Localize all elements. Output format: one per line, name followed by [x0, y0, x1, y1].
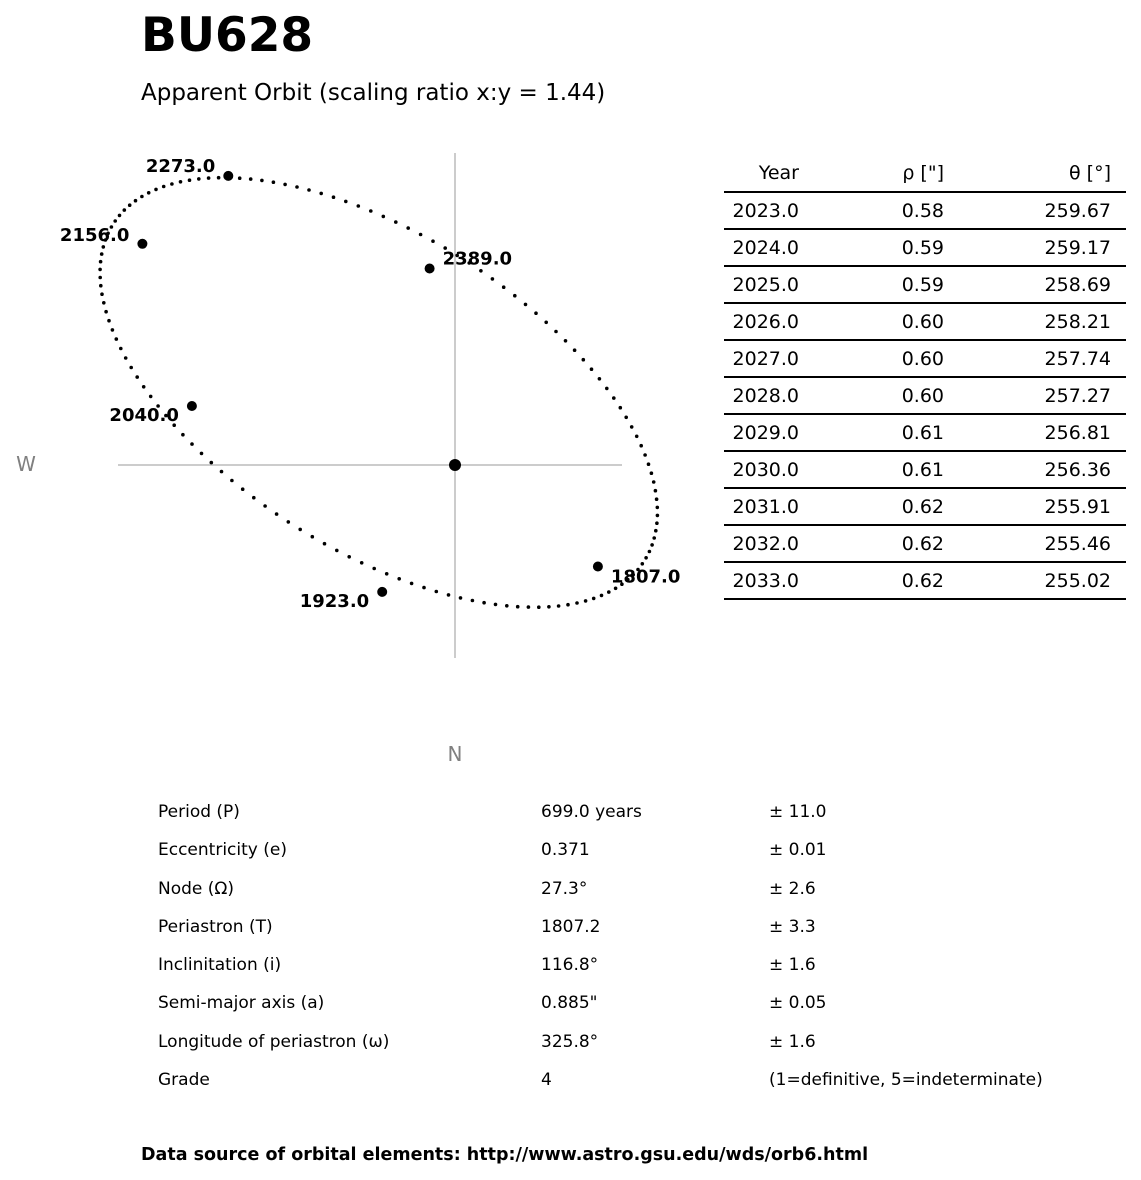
orbit-dot [149, 395, 153, 399]
cell-rho: 0.62 [814, 525, 959, 562]
orbit-dot [600, 594, 604, 598]
orbit-dot [544, 321, 548, 325]
orbit-dot [123, 208, 127, 212]
orbit-dot [650, 471, 654, 475]
orbit-dot [344, 200, 348, 204]
orbit-dot [263, 504, 267, 508]
epoch-marker [187, 401, 197, 411]
orbit-dot [647, 462, 651, 466]
orbit-dot [99, 260, 103, 264]
epoch-label: 2156.0 [59, 224, 130, 246]
cell-year: 2028.0 [724, 377, 814, 414]
orbit-dot [275, 512, 279, 516]
cell-rho: 0.62 [814, 488, 959, 525]
cell-theta: 256.81 [959, 414, 1126, 451]
cell-theta: 257.74 [959, 340, 1126, 377]
orbit-dot [332, 195, 336, 199]
orbit-dot [650, 543, 654, 547]
orbit-dot [494, 603, 498, 607]
orbit-dot [369, 209, 373, 213]
element-name: Periastron (T) [158, 916, 273, 937]
orbit-dot [181, 433, 185, 437]
orbit-dot [98, 268, 102, 272]
compass-west: W [16, 452, 36, 476]
orbit-dot [115, 337, 119, 341]
orbit-dot [557, 604, 561, 608]
orbit-dot [230, 479, 234, 483]
element-name: Inclinitation (i) [158, 955, 282, 976]
orbit-dot [656, 506, 660, 510]
element-row [158, 832, 1118, 870]
table-row [724, 303, 1126, 340]
element-error: ± 0.05 [769, 993, 827, 1014]
cell-rho: 0.60 [814, 340, 959, 377]
orbit-dot [154, 188, 158, 192]
epoch-marker [425, 264, 435, 274]
orbit-dot [422, 586, 426, 590]
orbit-dot [128, 203, 132, 207]
table-row [724, 488, 1126, 525]
table-row [724, 192, 1126, 229]
cell-theta: 257.27 [959, 377, 1126, 414]
orbit-dot [98, 276, 102, 280]
orbit-dot [482, 601, 486, 605]
orbit-dot [220, 470, 224, 474]
cell-theta: 255.46 [959, 525, 1126, 562]
orbit-dot [179, 180, 183, 184]
orbit-dot [372, 567, 376, 571]
orbit-dot [612, 396, 616, 400]
cell-rho: 0.59 [814, 266, 959, 303]
orbit-dot [598, 377, 602, 381]
cell-rho: 0.61 [814, 414, 959, 451]
orbit-dot [654, 489, 658, 493]
orbit-dot [102, 301, 106, 305]
epoch-label: 2389.0 [442, 248, 513, 270]
orbit-dot [635, 435, 639, 439]
orbit-dot [357, 204, 361, 208]
orbit-dot [471, 599, 475, 603]
orbit-dot [307, 188, 311, 192]
orbit-dot [100, 292, 104, 296]
orbit-dot [397, 577, 401, 581]
orbit-path [98, 176, 659, 609]
orbit-dot [252, 496, 256, 500]
orbit-dot [188, 178, 192, 182]
element-error: ± 3.3 [769, 916, 816, 937]
orbit-dot [619, 406, 623, 410]
epoch-marker [377, 587, 387, 597]
chart-subtitle: Apparent Orbit (scaling ratio x:y = 1.44) [141, 80, 606, 106]
element-value: 0.885" [541, 993, 598, 1014]
orbit-dot [335, 549, 339, 553]
orbit-dot [547, 605, 551, 609]
orbit-dot [298, 528, 302, 532]
epoch-marker [137, 239, 147, 249]
table-row [724, 340, 1126, 377]
orbit-dot [575, 601, 579, 605]
epoch-marker [223, 171, 233, 181]
orbit-dot [100, 252, 104, 256]
cell-year: 2031.0 [724, 488, 814, 525]
orbit-dot [360, 561, 364, 565]
orbit-dot [447, 593, 451, 597]
orbit-dot [534, 311, 538, 315]
orbit-dot [502, 285, 506, 289]
table-row [724, 266, 1126, 303]
cell-rho: 0.60 [814, 377, 959, 414]
header-year: Year [724, 155, 814, 192]
orbit-dot [241, 487, 245, 491]
orbit-dot [655, 497, 659, 501]
orbit-dot [111, 328, 115, 332]
cell-theta: 258.69 [959, 266, 1126, 303]
orbit-dot [142, 385, 146, 389]
orbit-dot [643, 453, 647, 457]
orbit-dot [135, 375, 139, 379]
element-error: ± 2.6 [769, 878, 816, 899]
orbit-dot [459, 596, 463, 600]
cell-year: 2023.0 [724, 192, 814, 229]
orbit-dot [573, 348, 577, 352]
orbit-epoch-points [60, 156, 680, 612]
orbit-dot [134, 199, 138, 203]
epoch-label: 2273.0 [145, 155, 216, 177]
element-value: 27.3° [541, 878, 588, 899]
element-row [158, 947, 1118, 985]
cell-year: 2033.0 [724, 562, 814, 599]
orbit-dot [513, 294, 517, 298]
element-row [158, 985, 1118, 1023]
orbit-dot [260, 179, 264, 183]
cell-rho: 0.58 [814, 192, 959, 229]
orbit-dot [605, 387, 609, 391]
element-value: 699.0 years [541, 802, 642, 822]
orbit-dot [491, 277, 495, 281]
cell-rho: 0.59 [814, 229, 959, 266]
orbit-plot [0, 140, 700, 780]
orbit-dot [590, 367, 594, 371]
cell-year: 2025.0 [724, 266, 814, 303]
orbit-dot [479, 269, 483, 273]
orbit-dot [566, 603, 570, 607]
cell-theta: 259.17 [959, 229, 1126, 266]
orbit-dot [347, 555, 351, 559]
orbit-dot [406, 226, 410, 230]
table-row [724, 562, 1126, 599]
orbit-dot [200, 452, 204, 456]
orbit-dot [431, 239, 435, 243]
orbit-dot [419, 233, 423, 237]
orbit-dot [394, 220, 398, 224]
cell-year: 2024.0 [724, 229, 814, 266]
orbital-elements [158, 794, 1118, 1100]
orbit-dot [527, 605, 531, 609]
orbit-dot [249, 177, 253, 181]
orbit-dot [238, 176, 242, 180]
table-row [724, 525, 1126, 562]
header-rho: ρ ["] [814, 155, 959, 192]
orbit-dot [630, 425, 634, 429]
orbit-dot [295, 185, 299, 189]
cell-theta: 255.02 [959, 562, 1126, 599]
epoch-label: 2040.0 [109, 405, 179, 426]
element-row [158, 871, 1118, 909]
orbit-dot [435, 590, 439, 594]
orbit-dot [524, 303, 528, 307]
cell-rho: 0.62 [814, 562, 959, 599]
orbit-dot [641, 562, 645, 566]
orbit-dot [639, 444, 643, 448]
element-name: Semi-major axis (a) [158, 993, 325, 1014]
element-name: Longitude of periastron (ω) [158, 1031, 390, 1052]
epoch-label: 1807.0 [610, 566, 681, 588]
compass-north: N [447, 742, 463, 766]
element-error: ± 1.6 [769, 955, 816, 976]
cell-theta: 259.67 [959, 192, 1126, 229]
orbit-dot [564, 339, 568, 343]
orbit-dot [323, 542, 327, 546]
element-value: 0.371 [541, 840, 590, 861]
element-error: (1=definitive, 5=indeterminate) [769, 1070, 1043, 1091]
orbit-dot [311, 535, 315, 539]
table-row [724, 377, 1126, 414]
orbit-dot [190, 442, 194, 446]
orbit-dot [554, 330, 558, 334]
orbit-dot [644, 556, 648, 560]
cell-year: 2027.0 [724, 340, 814, 377]
orbit-dot [140, 195, 144, 199]
cell-theta: 255.91 [959, 488, 1126, 525]
ephemeris-table [724, 155, 1126, 600]
element-name: Grade [158, 1070, 210, 1091]
orbit-dot [592, 597, 596, 601]
element-value: 4 [541, 1070, 552, 1091]
cell-theta: 258.21 [959, 303, 1126, 340]
orbit-dot [124, 356, 128, 360]
table-row [724, 414, 1126, 451]
orbit-dot [382, 215, 386, 219]
cell-year: 2030.0 [724, 451, 814, 488]
orbit-dot [283, 183, 287, 187]
orbit-dot [113, 219, 117, 223]
orbit-dot [652, 480, 656, 484]
orbit-dot [287, 520, 291, 524]
table-row [724, 229, 1126, 266]
cell-year: 2029.0 [724, 414, 814, 451]
element-row [158, 909, 1118, 947]
page-title: BU628 [141, 8, 314, 63]
orbit-dot [385, 572, 389, 576]
orbit-dot [272, 180, 276, 184]
element-row [158, 1062, 1118, 1100]
cell-year: 2032.0 [724, 525, 814, 562]
orbit-dot [99, 284, 103, 288]
orbit-dot [217, 176, 221, 180]
orbit-dot [516, 605, 520, 609]
cell-theta: 256.36 [959, 451, 1126, 488]
cell-rho: 0.61 [814, 451, 959, 488]
primary-star-marker [449, 459, 461, 471]
epoch-marker [593, 562, 603, 572]
orbit-dot [607, 590, 611, 594]
table-row [724, 451, 1126, 488]
orbit-dot [162, 185, 166, 189]
element-value: 1807.2 [541, 916, 601, 937]
orbit-dot [584, 599, 588, 603]
epoch-label: 1923.0 [299, 590, 370, 612]
orbit-dot [624, 416, 628, 420]
orbit-dot [410, 582, 414, 586]
element-name: Eccentricity (e) [158, 840, 287, 861]
orbit-dot [319, 192, 323, 196]
element-name: Node (Ω) [158, 878, 235, 899]
orbit-dot [537, 605, 541, 609]
element-error: ± 1.6 [769, 1031, 816, 1052]
cell-rho: 0.60 [814, 303, 959, 340]
element-error: ± 11.0 [769, 802, 827, 822]
element-row [158, 1024, 1118, 1062]
orbit-dot [656, 514, 660, 518]
orbit-dot [119, 347, 123, 351]
orbit-dot [104, 310, 108, 314]
orbit-dot [197, 177, 201, 181]
orbit-dot [210, 461, 214, 465]
element-error: ± 0.01 [769, 840, 827, 861]
element-value: 325.8° [541, 1031, 599, 1052]
cell-year: 2026.0 [724, 303, 814, 340]
orbit-dot [648, 550, 652, 554]
element-value: 116.8° [541, 955, 599, 976]
element-name: Period (P) [158, 802, 240, 822]
orbit-dot [147, 191, 151, 195]
orbit-dot [170, 182, 174, 186]
orbit-dot [505, 604, 509, 608]
table-header-row [724, 155, 1126, 192]
orbit-dot [118, 214, 122, 218]
orbit-dot [107, 319, 111, 323]
header-theta: θ [°] [959, 155, 1126, 192]
orbit-dot [652, 536, 656, 540]
data-source-note: Data source of orbital elements: http://www.astro.gsu.edu/wds/orb6.html [141, 1145, 869, 1165]
orbit-dot [582, 358, 586, 362]
element-row [158, 794, 1118, 832]
orbit-dot [655, 521, 659, 525]
orbit-dot [129, 366, 133, 370]
orbit-dot [654, 529, 658, 533]
